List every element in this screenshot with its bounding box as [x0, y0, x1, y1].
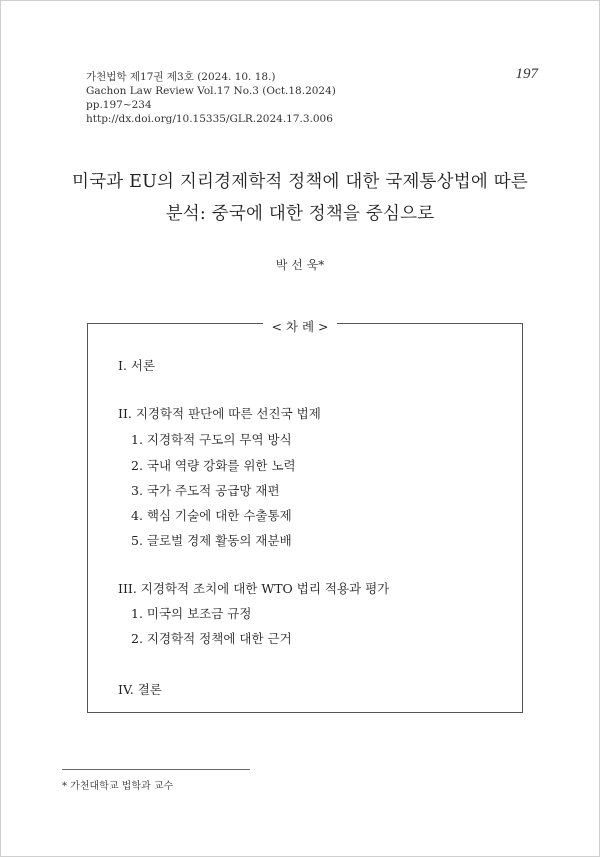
toc-heading: [0, 316, 600, 335]
toc-subsection-2-5: 5. 글로벌 경제 활동의 재분배: [131, 533, 292, 548]
doi-link[interactable]: http://dx.doi.org/10.15335/GLR.2024.17.3.006: [86, 113, 333, 125]
author-footnote: * 가천대학교 법학과 교수: [62, 781, 174, 792]
article-title-line-1: 미국과 EU의 지리경제학적 정책에 대한 국제통상법에 따른: [72, 172, 528, 192]
toc-heading-text: < 차 례 >: [263, 319, 336, 334]
footnote-divider: [62, 769, 250, 770]
journal-header: [86, 70, 336, 126]
page-number: 197: [515, 66, 538, 82]
toc-subsection-3-2: 2. 지경학적 정책에 대한 근거: [131, 631, 292, 646]
toc-subsection-2-1: 1. 지경학적 구도의 무역 방식: [131, 432, 292, 447]
toc-section-3: III. 지경학적 조치에 대한 WTO 법리 적용과 평가: [118, 581, 390, 596]
toc-subsection-2-2: 2. 국내 역량 강화를 위한 노력: [131, 458, 296, 473]
toc-section-2: II. 지경학적 판단에 따른 선진국 법제: [118, 406, 321, 421]
toc-subsection-2-4: 4. 핵심 기술에 대한 수출통제: [131, 508, 292, 523]
toc-section-1: I. 서론: [118, 358, 156, 373]
journal-title-korean: 가천법학 제17권 제3호 (2024. 10. 18.): [86, 71, 276, 83]
article-title-line-2: 분석: 중국에 대한 정책을 중심으로: [165, 204, 435, 224]
page-range: pp.197~234: [86, 99, 152, 111]
journal-title-english: Gachon Law Review Vol.17 No.3 (Oct.18.2024): [86, 85, 336, 97]
toc-subsection-3-1: 1. 미국의 보조금 규정: [131, 606, 252, 621]
toc-subsection-2-3: 3. 국가 주도적 공급망 재편: [131, 483, 280, 498]
toc-section-4: IV. 결론: [118, 682, 162, 697]
author-name: 박 선 욱*: [275, 258, 325, 272]
